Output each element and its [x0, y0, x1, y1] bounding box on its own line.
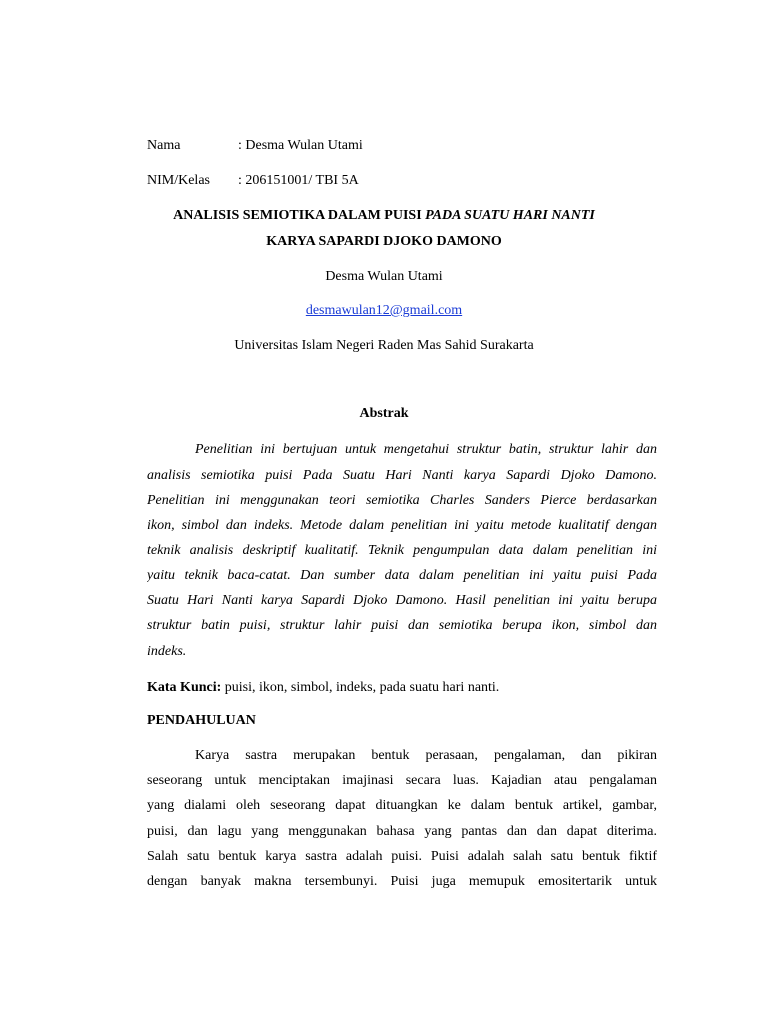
- abstract-line: teknik analisis deskriptif kualitatif. Teknik pengumpulan data dalam penelitian ini: [147, 543, 657, 558]
- introduction-heading: PENDAHULUAN: [147, 713, 256, 728]
- title-regular: ANALISIS SEMIOTIKA DALAM PUISI: [173, 208, 422, 223]
- name-label: Nama: [147, 138, 181, 153]
- keywords-label: Kata Kunci:: [147, 680, 222, 695]
- introduction-line: puisi, dan lagu yang menggunakan bahasa yang pantas dan dan dapat diterima.: [147, 824, 657, 839]
- nim-value: : 206151001/ TBI 5A: [238, 173, 359, 188]
- author-affiliation: Universitas Islam Negeri Raden Mas Sahid Surakarta: [234, 338, 534, 353]
- title-italic: PADA SUATU HARI NANTI: [425, 208, 595, 223]
- abstract-line: Suatu Hari Nanti karya Sapardi Djoko Damono. Hasil penelitian ini yaitu berupa: [147, 593, 657, 608]
- introduction-line: Salah satu bentuk karya sastra adalah puisi. Puisi adalah salah satu bentuk fiktif: [147, 849, 657, 864]
- introduction-line: dengan banyak makna tersembunyi. Puisi juga memupuk emositertarik untuk: [147, 874, 657, 889]
- abstract-line: Penelitian ini bertujuan untuk mengetahui struktur batin, struktur lahir dan: [195, 442, 657, 457]
- abstract-line: Penelitian ini menggunakan teori semiotika Charles Sanders Pierce berdasarkan: [147, 493, 657, 508]
- name-value: : Desma Wulan Utami: [238, 138, 363, 153]
- abstract-heading: Abstrak: [359, 406, 409, 421]
- keywords-value: puisi, ikon, simbol, indeks, pada suatu hari nanti.: [221, 680, 500, 695]
- abstract-line: ikon, simbol dan indeks. Metode dalam penelitian ini yaitu metode kualitatif dengan: [147, 518, 657, 533]
- title-line-1: [0, 207, 768, 225]
- title-line-2: KARYA SAPARDI DJOKO DAMONO: [266, 234, 502, 249]
- abstract-line: struktur batin puisi, struktur lahir puisi dan semiotika berupa ikon, simbol dan: [147, 618, 657, 633]
- keywords: [147, 679, 499, 697]
- author-name: Desma Wulan Utami: [325, 269, 443, 284]
- author-email-link[interactable]: desmawulan12@gmail.com: [305, 303, 463, 318]
- author-email-wrap: [0, 302, 768, 320]
- introduction-line: Karya sastra merupakan bentuk perasaan, pengalaman, dan pikiran: [195, 748, 657, 763]
- introduction-line: yang dialami oleh seseorang dapat dituangkan ke dalam bentuk artikel, gambar,: [147, 798, 657, 813]
- abstract-line: yaitu teknik baca-catat. Dan sumber data dalam penelitian ini yaitu puisi Pada: [147, 568, 657, 583]
- introduction-line: seseorang untuk menciptakan imajinasi secara luas. Kajadian atau pengalaman: [147, 773, 657, 788]
- abstract-line: analisis semiotika puisi Pada Suatu Hari Nanti karya Sapardi Djoko Damono.: [147, 468, 657, 483]
- abstract-line: indeks.: [147, 644, 187, 659]
- nim-label: NIM/Kelas: [147, 173, 210, 188]
